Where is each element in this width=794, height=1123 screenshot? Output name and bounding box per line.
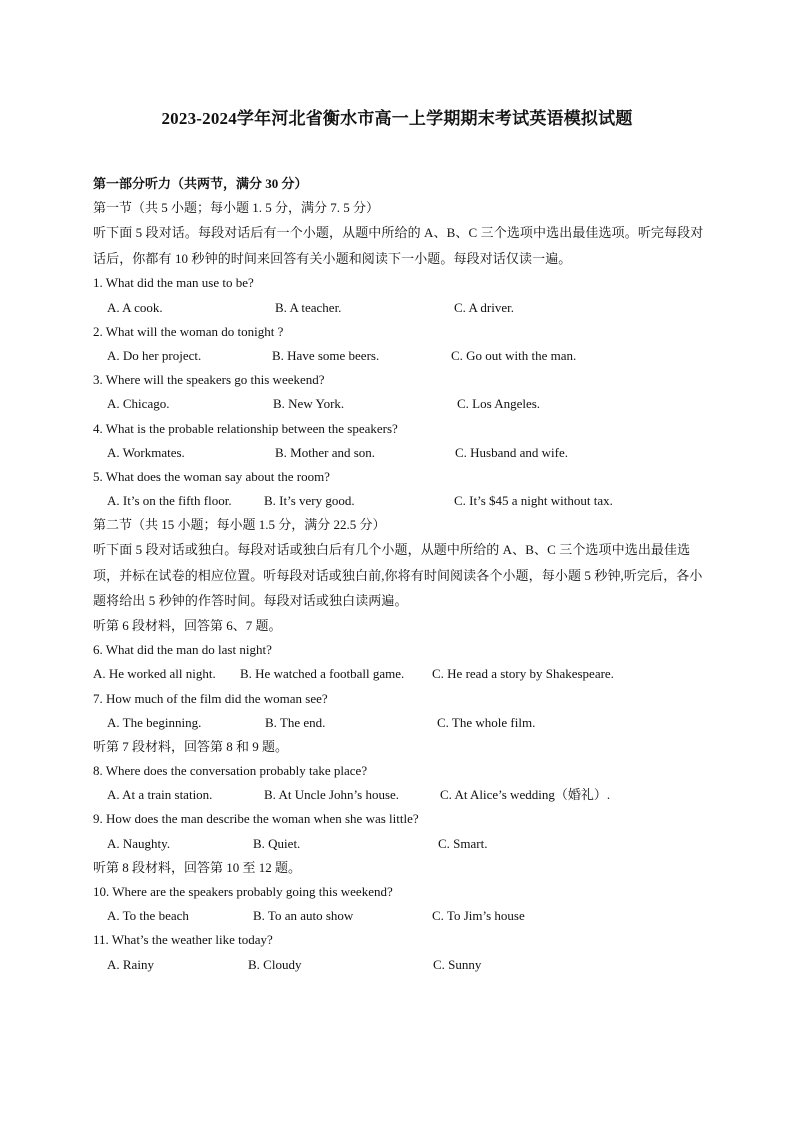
q11-option-b: B. Cloudy bbox=[248, 956, 302, 972]
question-9: 9. How does the man describe the woman when she was little? bbox=[93, 811, 419, 827]
q7-option-a: A. The beginning. bbox=[107, 714, 202, 730]
q3-option-b: B. New York. bbox=[273, 396, 345, 412]
q6-option-b: B. He watched a football game. bbox=[240, 666, 405, 682]
q2-option-c: C. Go out with the man. bbox=[451, 347, 577, 363]
q5-option-b: B. It’s very good. bbox=[264, 493, 355, 509]
q8-option-b: B. At Uncle John’s house. bbox=[264, 787, 400, 803]
q1-option-c: C. A driver. bbox=[454, 299, 514, 315]
material-6-label: 听第 6 段材料，回答第 6、7 题。 bbox=[93, 617, 282, 633]
q10-option-a: A. To the beach bbox=[107, 908, 189, 924]
exam-content bbox=[93, 172, 705, 977]
q4-option-b: B. Mother and son. bbox=[275, 444, 376, 460]
q9-option-b: B. Quiet. bbox=[253, 835, 301, 851]
question-1: 1. What did the man use to be? bbox=[93, 275, 254, 291]
question-3: 3. Where will the speakers go this weekend? bbox=[93, 372, 325, 388]
q2-option-a: A. Do her project. bbox=[107, 347, 202, 363]
question-4-options bbox=[93, 441, 705, 465]
question-1-options bbox=[93, 296, 705, 320]
question-6-options bbox=[93, 662, 705, 686]
question-8: 8. Where does the conversation probably take place? bbox=[93, 763, 368, 779]
question-10-options bbox=[93, 904, 705, 928]
q8-option-c: C. At Alice’s wedding（婚礼）. bbox=[440, 787, 611, 803]
material-7-label: 听第 7 段材料，回答第 8 和 9 题。 bbox=[93, 738, 289, 754]
part1-heading: 第一部分听力（共两节，满分 30 分） bbox=[93, 176, 308, 191]
question-11-options bbox=[93, 953, 705, 977]
q10-option-c: C. To Jim’s house bbox=[432, 908, 525, 924]
question-8-options bbox=[93, 783, 705, 807]
question-7-options bbox=[93, 711, 705, 735]
question-9-options bbox=[93, 832, 705, 856]
q7-option-b: B. The end. bbox=[265, 714, 326, 730]
question-11: 11. What’s the weather like today? bbox=[93, 932, 273, 948]
q11-option-c: C. Sunny bbox=[433, 956, 482, 972]
question-5: 5. What does the woman say about the room? bbox=[93, 468, 330, 484]
q4-option-c: C. Husband and wife. bbox=[455, 444, 569, 460]
q6-option-c: C. He read a story by Shakespeare. bbox=[432, 666, 614, 682]
q5-option-a: A. It’s on the fifth floor. bbox=[107, 493, 232, 509]
q10-option-b: B. To an auto show bbox=[253, 908, 354, 924]
q1-option-b: B. A teacher. bbox=[275, 299, 342, 315]
question-3-options bbox=[93, 392, 705, 416]
section1-heading: 第一节（共 5 小题；每小题 1. 5 分，满分 7. 5 分） bbox=[93, 200, 380, 216]
q2-option-b: B. Have some beers. bbox=[272, 347, 380, 363]
question-2-options bbox=[93, 344, 705, 368]
q8-option-a: A. At a train station. bbox=[107, 787, 213, 803]
question-6: 6. What did the man do last night? bbox=[93, 642, 272, 658]
q1-option-a: A. A cook. bbox=[107, 299, 163, 315]
question-5-options bbox=[93, 489, 705, 513]
question-7: 7. How much of the film did the woman see? bbox=[93, 690, 328, 706]
q3-option-a: A. Chicago. bbox=[107, 396, 170, 412]
q7-option-c: C. The whole film. bbox=[437, 714, 536, 730]
question-4: 4. What is the probable relationship between the speakers? bbox=[93, 420, 398, 436]
section1-instructions: 听下面 5 段对话。每段对话后有一个小题，从题中所给的 A、B、C 三个选项中选出最佳选项。听完每段对话后，你都有 10 秒钟的时间来回答有关小题和阅读下一小题。每段对话仅读一遍。 bbox=[93, 225, 704, 266]
question-10: 10. Where are the speakers probably going this weekend? bbox=[93, 884, 393, 899]
q5-option-c: C. It’s $45 a night without tax. bbox=[454, 493, 613, 509]
q3-option-c: C. Los Angeles. bbox=[457, 396, 541, 412]
question-2: 2. What will the woman do tonight ? bbox=[93, 323, 284, 339]
q4-option-a: A. Workmates. bbox=[107, 444, 185, 460]
q11-option-a: A. Rainy bbox=[107, 956, 154, 972]
material-8-label: 听第 8 段材料，回答第 10 至 12 题。 bbox=[93, 859, 302, 875]
q9-option-c: C. Smart. bbox=[438, 835, 488, 851]
q6-option-a: A. He worked all night. bbox=[93, 666, 216, 682]
page-title: 2023-2024学年河北省衡水市高一上学期期末考试英语模拟试题 bbox=[161, 109, 633, 128]
section2-instructions: 听下面 5 段对话或独白。每段对话或独白后有几个小题，从题中所给的 A、B、C 三个选项中选出最佳选项，并标在试卷的相应位置。听每段对话或独白前,你将有时间阅读各个小题，每小题 5 秒钟,听完后，各小题将给出 5 秒钟的作答时间。每段对话或独白读两遍。 bbox=[93, 542, 703, 609]
section2-heading: 第二节（共 15 小题；每小题 1.5 分，满分 22.5 分） bbox=[93, 517, 386, 533]
q9-option-a: A. Naughty. bbox=[107, 835, 171, 851]
